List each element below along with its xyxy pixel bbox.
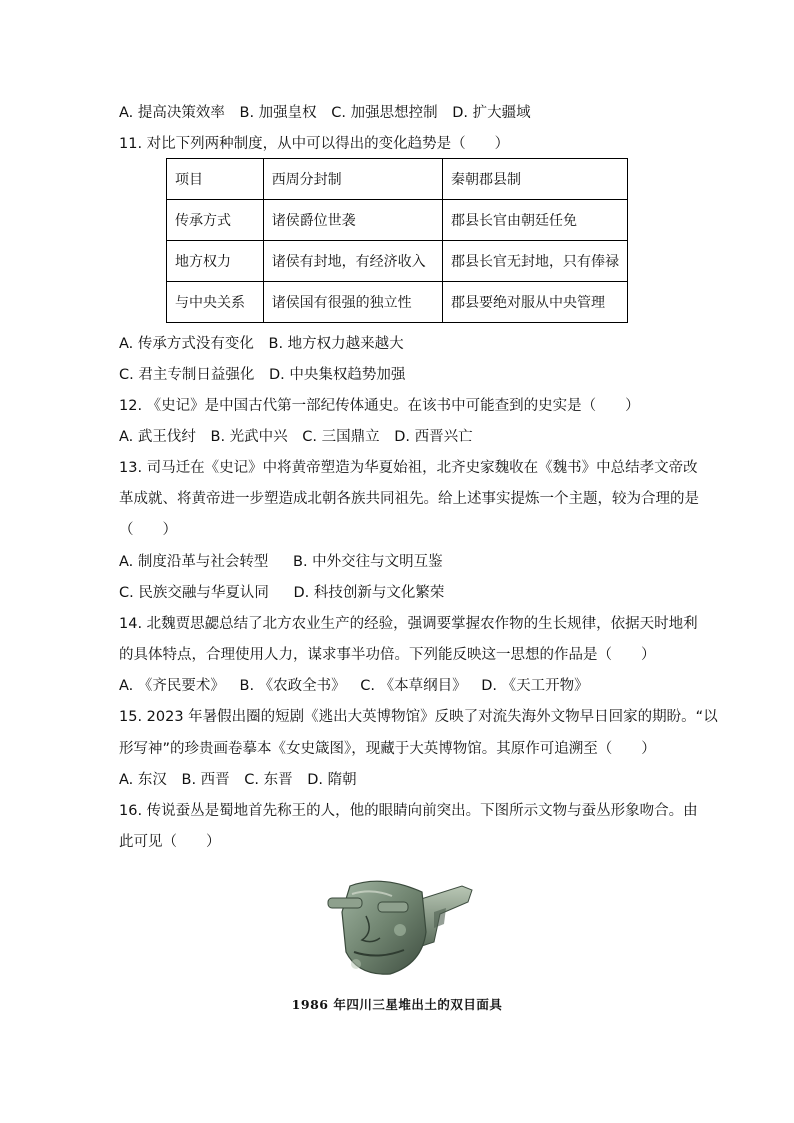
q15-option-b: B. 西晋 [181, 772, 230, 788]
q10-options [119, 103, 541, 123]
q13-options-line2 [119, 583, 464, 603]
q13-option-a: A. 制度沿革与社会转型 [119, 554, 269, 570]
table-header-row [167, 159, 628, 200]
q10-option-d: D. 扩大疆域 [452, 105, 531, 121]
q13-option-d: D. 科技创新与文化繁荣 [293, 585, 445, 601]
q15-option-c: C. 东晋 [244, 772, 293, 788]
q13-options-line1 [119, 552, 463, 572]
q13-stem-line1: 13. 司马迁在《史记》中将黄帝塑造为华夏始祖，北齐史家魏收在《魏书》中总结孝文帝改 [119, 460, 698, 476]
table-row [167, 200, 628, 241]
q14-stem-line1: 14. 北魏贾思勰总结了北方农业生产的经验，强调要掌握农作物的生长规律，依据天时地利 [119, 616, 698, 632]
q12-option-c: C. 三国鼎立 [302, 429, 380, 445]
q10-option-b: B. 加强皇权 [239, 105, 317, 121]
table-cell: 西周分封制 [263, 159, 442, 200]
q15-option-a: A. 东汉 [119, 772, 167, 788]
table-cell: 秦朝郡县制 [443, 159, 628, 200]
q16-stem-line1: 16. 传说蚕丛是蜀地首先称王的人，他的眼睛向前突出。下图所示文物与蚕丛形象吻合。由 [119, 803, 698, 819]
q11-option-a: A. 传承方式没有变化 [119, 336, 254, 352]
q14-options [119, 676, 599, 696]
q15-options [119, 770, 367, 790]
table-cell: 与中央关系 [167, 282, 264, 323]
table-cell: 郡县要绝对服从中央管理 [443, 282, 628, 323]
bronze-mask-image [322, 872, 478, 982]
q13-stem-line2: 革成就、将黄帝进一步塑造成北朝各族共同祖先。给上述事实提炼一个主题，较为合理的是 [119, 491, 699, 507]
q11-options-line1 [119, 334, 414, 354]
table-cell: 传承方式 [167, 200, 264, 241]
table-cell: 郡县长官由朝廷任免 [443, 200, 628, 241]
table-row [167, 241, 628, 282]
q14-option-d: D. 《天工开物》 [481, 678, 589, 694]
q13-option-c: C. 民族交融与华夏认同 [119, 585, 269, 601]
q11-options-line2 [119, 365, 415, 385]
q12-option-b: B. 光武中兴 [210, 429, 288, 445]
table-cell: 项目 [167, 159, 264, 200]
q15-stem-line2: 形写神”的珍贵画卷摹本《女史箴图》，现藏于大英博物馆。其原作可追溯至（ ） [119, 741, 656, 757]
table-cell: 郡县长官无封地，只有俸禄 [443, 241, 628, 282]
q14-option-a: A. 《齐民要术》 [119, 678, 225, 694]
q15-option-d: D. 隋朝 [307, 772, 357, 788]
q15-stem-line1: 15. 2023 年暑假出圈的短剧《逃出大英博物馆》反映了对流失海外文物早日回家的期盼。“以 [119, 709, 718, 725]
table-cell: 诸侯爵位世袭 [263, 200, 442, 241]
table-cell: 地方权力 [167, 241, 264, 282]
q11-option-c: C. 君主专制日益强化 [119, 367, 255, 383]
q11-option-b: B. 地方权力越来越大 [268, 336, 404, 352]
q13-option-b: B. 中外交往与文明互鉴 [293, 554, 443, 570]
q14-stem-line2: 的具体特点，合理使用人力，谋求事半功倍。下列能反映这一思想的作品是（ ） [119, 647, 656, 663]
table-cell: 诸侯国有很强的独立性 [263, 282, 442, 323]
q12-option-a: A. 武王伐纣 [119, 429, 196, 445]
bronze-mask-drawing [322, 872, 478, 982]
q11-option-d: D. 中央集权趋势加强 [268, 367, 406, 383]
table-cell: 诸侯有封地，有经济收入 [263, 241, 442, 282]
table-row [167, 282, 628, 323]
q16-stem-line2: 此可见（ ） [119, 834, 221, 850]
figure-caption: 1986 年四川三星堆出土的双目面具 [291, 997, 503, 1012]
q12-option-d: D. 西晋兴亡 [394, 429, 473, 445]
q10-option-a: A. 提高决策效率 [119, 105, 225, 121]
q14-option-b: B. 《农政全书》 [239, 678, 346, 694]
q13-stem-line3: （ ） [119, 522, 177, 538]
q11-stem: 11. 对比下列两种制度，从中可以得出的变化趋势是（ ） [119, 136, 510, 152]
q10-option-c: C. 加强思想控制 [331, 105, 438, 121]
q12-stem: 12. 《史记》是中国古代第一部纪传体通史。在该书中可能查到的史实是（ ） [119, 398, 640, 414]
q14-option-c: C. 《本草纲目》 [360, 678, 467, 694]
comparison-table [166, 158, 628, 323]
q12-options [119, 427, 483, 447]
